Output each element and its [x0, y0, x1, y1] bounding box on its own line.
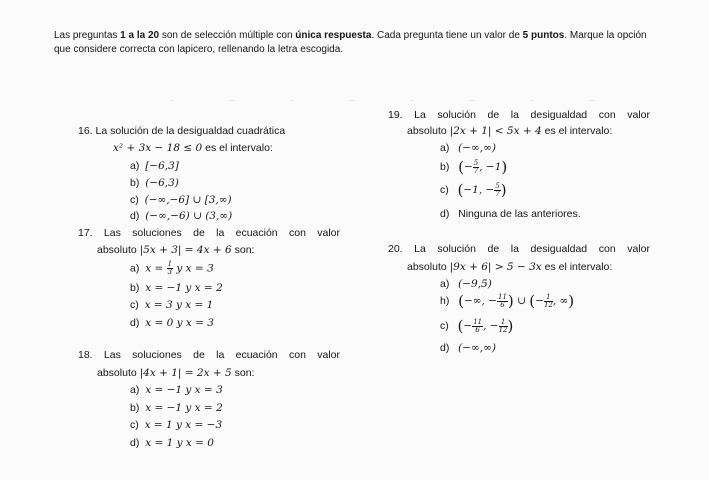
q16-expression: x² + 3x − 18 ≤ 0: [113, 142, 203, 154]
q17-text-d: x = 0 y x = 3: [145, 317, 214, 329]
q20-option-c[interactable]: [440, 317, 513, 335]
q16-text-b: (−6,3): [145, 177, 179, 189]
instr-range: 1 a la 20: [120, 30, 160, 41]
q19-statement: [407, 125, 612, 137]
q19-b-frac-num: 5: [473, 158, 479, 167]
q18-option-a[interactable]: [130, 384, 223, 396]
q19-b-open-paren: (: [458, 158, 464, 176]
q18-text-a: x = −1 y x = 3: [145, 384, 223, 396]
q20-b-union: ∪: [513, 294, 530, 307]
q20-prefix: absoluto: [407, 261, 450, 273]
q18-option-d[interactable]: [130, 437, 214, 449]
q18-text-d: x = 1 y x = 0: [145, 437, 214, 449]
q19-expression: |2x + 1| < 5x + 4: [449, 125, 542, 137]
q20-c-minus: −: [463, 319, 473, 332]
q17-statement: [97, 244, 254, 256]
q20-c-close-paren: ): [507, 317, 514, 335]
q20-letter-d[interactable]: d): [440, 342, 450, 354]
q20-letter-c[interactable]: c): [440, 319, 449, 332]
q20-text-d: (−∞,∞): [458, 342, 496, 354]
instructions: [54, 29, 654, 56]
q18-letter-d[interactable]: d): [130, 437, 140, 449]
q19-letter-a[interactable]: a): [440, 142, 450, 154]
q16-option-b[interactable]: [130, 177, 179, 189]
q20-text-a: (−9,5): [458, 278, 492, 290]
q16-expression-tail: es el intervalo:: [202, 142, 273, 154]
q19-c-frac-num: 5: [495, 181, 500, 190]
q20-letter-b[interactable]: h): [440, 294, 450, 307]
q20-b-open-paren-2: (: [529, 292, 536, 310]
q17-expression: |5x + 3| = 4x + 6: [139, 244, 232, 256]
q17-option-c[interactable]: [130, 299, 213, 311]
q18-letter-b[interactable]: b): [130, 402, 140, 414]
q20-expression: |9x + 6| > 5 − 3x: [449, 261, 542, 273]
q20-c-frac1-den: 6: [475, 325, 480, 334]
instr-text-2: son de selección múltiple con: [159, 30, 296, 41]
q20-b-frac2-num: 1: [544, 294, 553, 302]
q20-title: 20. La solución de la desigualdad con valor: [388, 243, 650, 255]
q20-c-fraction-2: [499, 319, 508, 334]
q20-c-frac2-den: 12: [498, 325, 508, 334]
q17-text-a-pre: x =: [145, 262, 167, 275]
q20-c-frac2-num: 1: [499, 319, 508, 327]
q19-b-frac-den: 7: [473, 166, 479, 175]
q19-c-head: −1, −: [463, 183, 495, 196]
q17-frac-num: 1: [167, 260, 173, 268]
q18-letter-c[interactable]: c): [130, 419, 139, 431]
instr-text-1: Las preguntas: [54, 30, 121, 41]
q19-letter-d[interactable]: d): [440, 208, 450, 220]
q20-b-frac1-den: 6: [500, 300, 505, 309]
q17-text-a-post: y x = 3: [173, 262, 214, 275]
q18-letter-a[interactable]: a): [130, 384, 140, 396]
q16-option-d[interactable]: [130, 210, 232, 222]
q20-c-open-paren: (: [457, 317, 464, 335]
q19-c-close-paren: ): [500, 181, 507, 199]
q18-statement: [97, 367, 254, 379]
q18-option-c[interactable]: [130, 419, 222, 431]
q20-b-open-paren-1: (: [458, 292, 464, 310]
q19-b-close-paren: ): [501, 158, 508, 176]
q17-prefix: absoluto: [97, 244, 140, 256]
q19-prefix: absoluto: [407, 125, 450, 137]
q20-option-d[interactable]: [440, 342, 496, 354]
q20-suffix: es el intervalo:: [541, 261, 613, 273]
q20-option-b[interactable]: [440, 292, 574, 310]
q17-letter-b[interactable]: b): [130, 282, 140, 294]
instr-unica: única respuesta: [295, 30, 372, 41]
q19-option-c[interactable]: [440, 181, 507, 199]
q20-b-frac2-den: 12: [543, 300, 553, 309]
q18-prefix: absoluto: [97, 367, 140, 379]
q16-title: 16. La solución de la desigualdad cuadrática: [78, 125, 286, 137]
q16-letter-b[interactable]: b): [130, 177, 140, 189]
q17-frac-den: 3: [167, 268, 173, 276]
q17-letter-d[interactable]: d): [130, 317, 140, 329]
q19-c-open-paren: (: [457, 181, 464, 199]
q18-title: 18. Las soluciones de la ecuación con valor: [78, 349, 340, 361]
q19-suffix: es el intervalo:: [541, 125, 613, 137]
instr-points: 5 puntos: [522, 30, 565, 41]
q19-letter-c[interactable]: c): [440, 183, 449, 196]
q19-c-frac-den: 7: [495, 189, 500, 198]
q18-expression: |4x + 1| = 2x + 5: [139, 367, 232, 379]
q16-statement: [113, 142, 273, 154]
q18-suffix: son:: [231, 367, 255, 379]
q17-suffix: son:: [231, 244, 255, 256]
q17-option-a[interactable]: [130, 261, 214, 276]
q17-letter-a[interactable]: a): [130, 262, 140, 275]
q19-option-d[interactable]: [440, 208, 581, 220]
q20-b-head: −∞, −: [463, 294, 497, 307]
instr-text-3: . Cada pregunta tiene un valor de: [371, 30, 523, 41]
q19-text-a: (−∞,∞): [458, 142, 496, 154]
q16-letter-a[interactable]: a): [130, 160, 140, 172]
q20-b-minus: −: [535, 294, 544, 307]
q20-statement: [407, 261, 612, 273]
instr-text-4: . Marque la opción que considere correcta con lapicero, rellenando la letra escogida.: [54, 30, 647, 55]
q19-title: 19. La solución de la desigualdad con valor: [388, 109, 650, 121]
q17-title: 17. Las soluciones de la ecuación con valor: [78, 227, 340, 239]
q16-option-c[interactable]: [130, 194, 232, 206]
q20-b-fraction-1: [497, 294, 508, 309]
q20-b-close-paren-2: ): [568, 292, 575, 310]
q20-c-fraction-1: [472, 319, 483, 334]
q20-b-tail: , ∞: [552, 294, 569, 307]
q16-text-a: [−6,3]: [145, 160, 179, 172]
q18-text-c: x = 1 y x = −3: [144, 419, 223, 431]
q19-b-tail: , −1: [479, 160, 502, 173]
q16-text-c: (−∞,−6] ∪ [3,∞): [144, 194, 232, 206]
q19-option-b[interactable]: [440, 158, 507, 176]
q20-c-frac1-num: 11: [473, 317, 483, 326]
q20-option-a[interactable]: [440, 278, 492, 290]
q17-option-d[interactable]: [130, 317, 214, 329]
q20-b-close-paren-1: ): [507, 292, 514, 310]
q17-option-b[interactable]: [130, 282, 223, 294]
q18-text-b: x = −1 y x = 2: [145, 402, 223, 414]
q19-b-minus: −: [463, 160, 473, 173]
q19-text-d: Ninguna de las anteriores.: [458, 208, 581, 220]
q20-c-sep: , −: [483, 319, 499, 332]
q16-option-a[interactable]: [130, 160, 179, 172]
q16-text-d: (−∞,−6) ∪ (3,∞): [145, 210, 233, 222]
q16-letter-c[interactable]: c): [130, 194, 139, 206]
q16-letter-d[interactable]: d): [130, 210, 140, 222]
q18-option-b[interactable]: [130, 402, 223, 414]
q17-text-c: x = 3 y x = 1: [144, 299, 214, 311]
q19-letter-b[interactable]: b): [440, 160, 450, 173]
q17-text-b: x = −1 y x = 2: [145, 282, 223, 294]
q20-letter-a[interactable]: a): [440, 278, 450, 290]
q19-option-a[interactable]: [440, 142, 496, 154]
q20-b-fraction-2: [544, 294, 553, 309]
q20-b-frac1-num: 11: [498, 292, 507, 301]
scan-artifact: [170, 100, 640, 101]
q17-letter-c[interactable]: c): [130, 299, 139, 311]
